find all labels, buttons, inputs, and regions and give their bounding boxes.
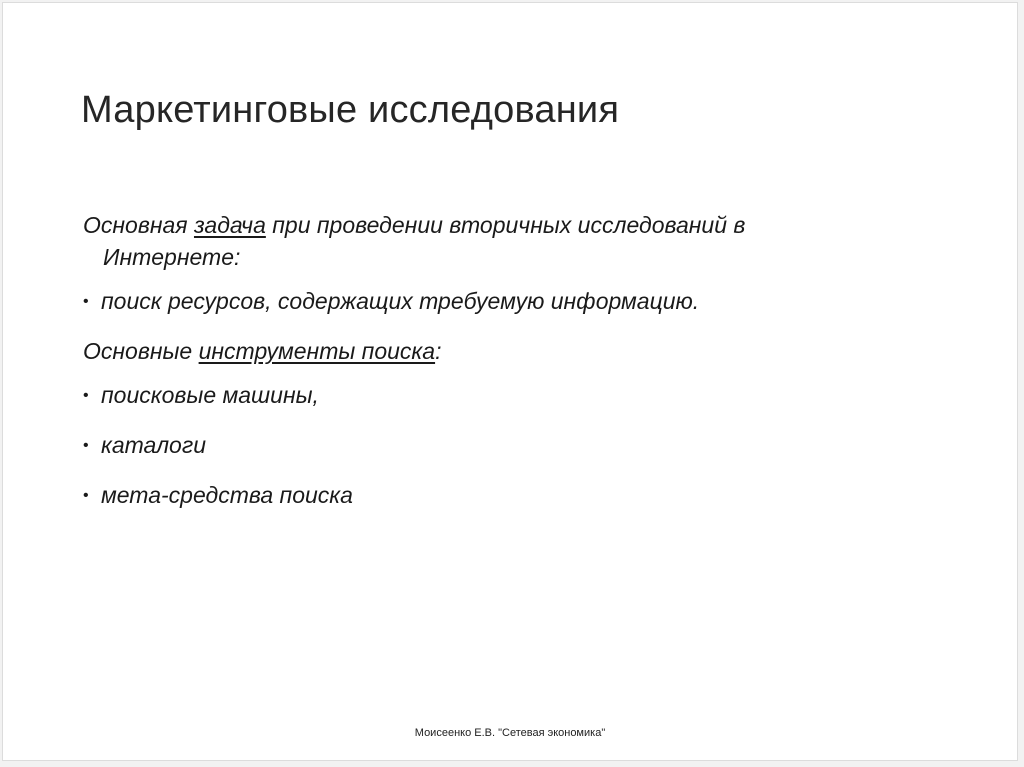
bullet-item-text: каталоги [101, 432, 206, 458]
slide-body [83, 209, 943, 529]
bullet-icon: • [83, 293, 89, 310]
paragraph-main-task-underlined: задача [193, 212, 266, 238]
bullet-icon: • [83, 387, 89, 404]
bullet-item [83, 379, 943, 415]
slide [2, 2, 1018, 761]
paragraph-main-task-prefix: Основная [83, 212, 194, 238]
paragraph-main-task-line2: Интернете: [103, 244, 241, 270]
bullet-item-text: поисковые машины, [101, 382, 319, 408]
paragraph-main-task-rest: при проведении вторичных исследований в [265, 212, 746, 238]
paragraph-search-tools [83, 335, 943, 367]
paragraph-main-task [83, 209, 943, 273]
paragraph-search-tools-suffix: : [435, 338, 442, 364]
bullet-item [83, 479, 943, 515]
bullet-icon: • [83, 487, 89, 504]
bullet-item-text: мета-средства поиска [101, 482, 353, 508]
slide-footer: Моисеенко Е.В. "Сетевая экономика" [414, 727, 606, 739]
paragraph-search-tools-underlined: инструменты поиска [198, 338, 436, 364]
bullet-item-text: поиск ресурсов, содержащих требуемую информацию. [101, 288, 700, 314]
bullet-item [83, 285, 943, 321]
slide-title: Маркетинговые исследования [81, 89, 620, 131]
bullet-icon: • [83, 437, 89, 454]
paragraph-search-tools-prefix: Основные [83, 338, 199, 364]
bullet-item [83, 429, 943, 465]
